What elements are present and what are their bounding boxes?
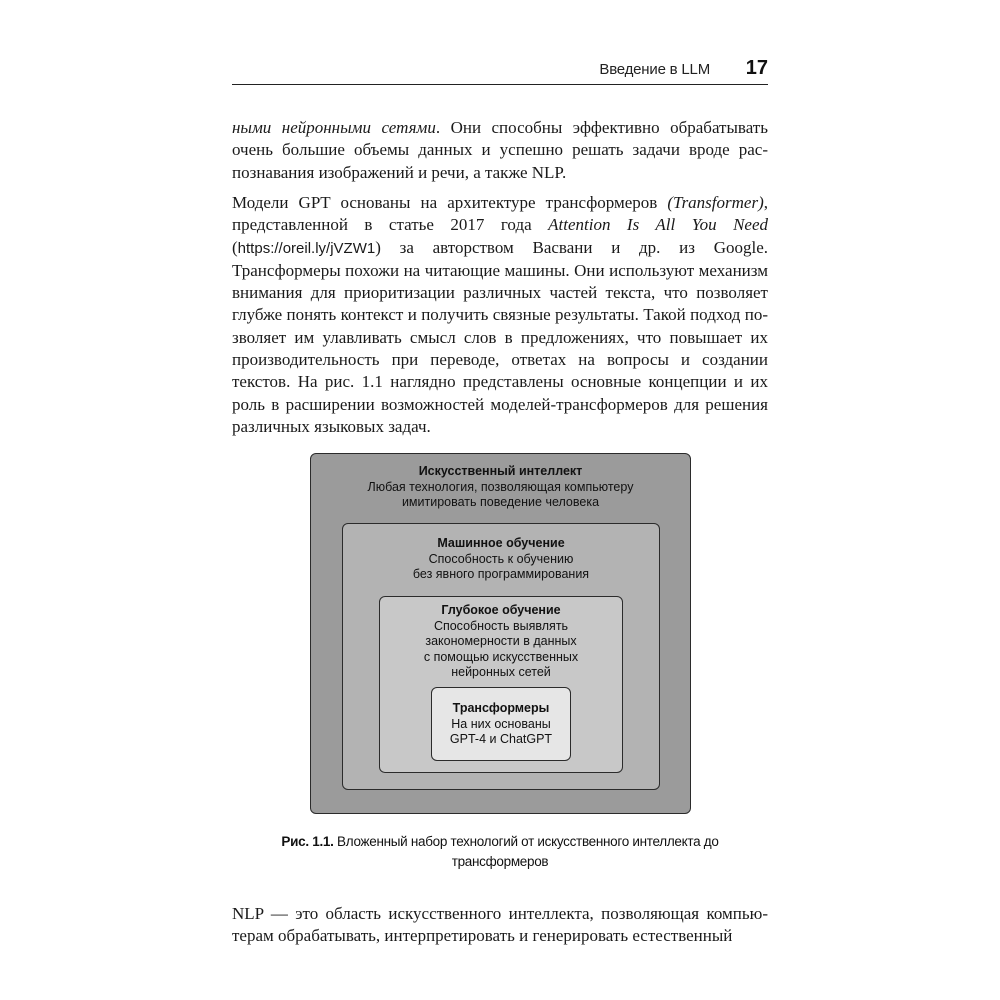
paragraph-1 — [232, 117, 768, 184]
ai-description: Любая технология, позволяющая компьютеру имитировать поведение человека — [367, 479, 634, 509]
figure-caption — [240, 832, 760, 872]
dl-title: Глубокое обучение — [441, 603, 561, 617]
running-header — [232, 56, 768, 85]
ml-description: Способность к обучению без явного программирования — [412, 551, 590, 581]
paragraph-2-part1: Модели GPT основаны на архитектуре трансформеров — [232, 193, 668, 212]
caption-text: Вложенный набор технологий от искусственного интеллекта до трансформеров — [333, 834, 719, 869]
page-number: 17 — [745, 57, 768, 79]
transformers-description: На них основаны GPT-4 и ChatGPT — [449, 716, 553, 746]
caption-label: Рис. 1.1. — [281, 834, 334, 849]
ai-title: Искусственный интеллект — [418, 464, 583, 478]
nested-technology-diagram — [310, 453, 691, 814]
paragraph-2 — [232, 192, 768, 438]
italic-phrase: ными нейронными сетями — [232, 118, 436, 137]
transformer-term: (Transformer) — [667, 193, 764, 212]
dl-description: Способность выявлять закономерности в данных с помощью искусственных нейронных сетей — [423, 618, 579, 679]
running-title: Введение в LLM — [599, 61, 710, 78]
paper-title: Attention Is All You Need — [548, 215, 768, 235]
paragraph-2-part2: , представленной в статье 2017 года — [232, 193, 768, 235]
transformers-title: Трансформеры — [452, 701, 550, 715]
paragraph-3-text: NLP — это область искусственного интеллекта, позволяющая компьютерам обрабатывать, интерпретировать и генерировать естественный — [232, 904, 768, 946]
paper-link[interactable]: https://oreil.ly/jVZW1 — [237, 239, 376, 257]
paragraph-3 — [232, 903, 768, 948]
paragraph-2-part3: ( — [232, 237, 238, 257]
paragraph-2-part4: ) за авторством Васвани и др. из Google. Трансформеры похожи на читающие машины. Они используют механизм внимания для приоритизации различных частей текста, что позволяет глубже понять контекст и получить связные результаты. Такой подход позволяет им улавливать смысл слов в предложениях, что повышает их производительность при переводе, ответах на вопросы и создании текстов. На рис. 1.1 наглядно представлены основные концепции и их роль в расширении возможностей моделей-трансформеров для решения различных языковых задач. — [232, 237, 768, 436]
paragraph-1-text: . Они способны эффективно обрабатывать очень большие объемы данных и успешно решать задачи вроде распознавания изображений и речи, а также NLP. — [232, 118, 768, 182]
transformers-box — [431, 687, 571, 761]
ml-title: Машинное обучение — [437, 536, 565, 550]
